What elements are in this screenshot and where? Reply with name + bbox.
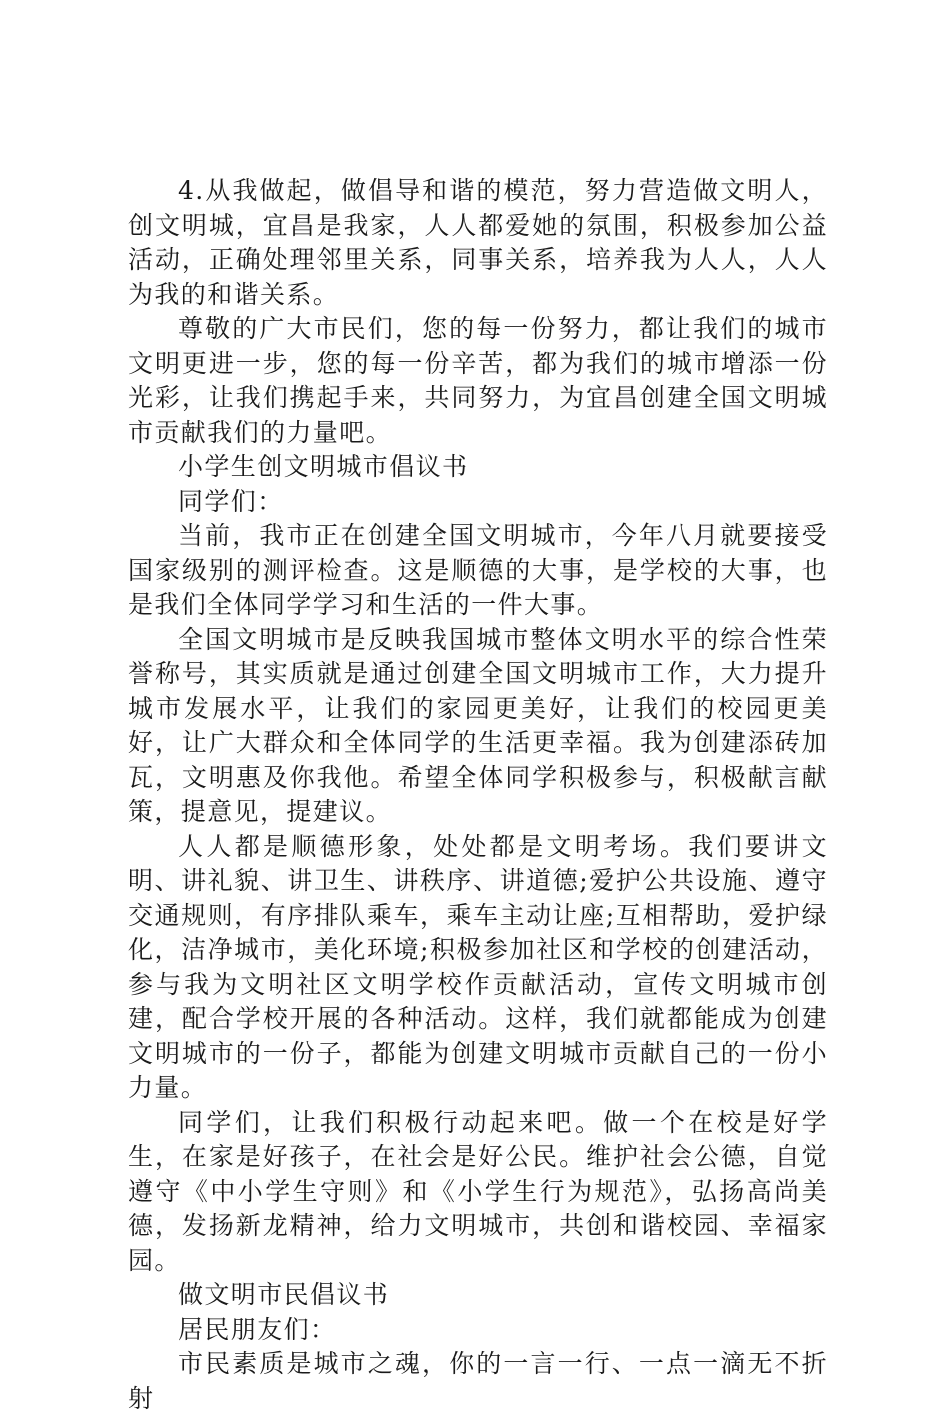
paragraph: 尊敬的广大市民们，您的每一份努力，都让我们的城市文明更进一步，您的每一份辛苦，都为我们的城市增添一份光彩，让我们携起手来，共同努力，为宜昌创建全国文明城市贡献我们的力量吧。 <box>128 314 828 447</box>
salutation: 居民朋友们： <box>178 1314 337 1344</box>
section-title: 小学生创文明城市倡议书 <box>178 452 469 481</box>
paragraph: 当前，我市正在创建全国文明城市，今年八月就要接受国家级别的测评检查。这是顺德的大事，是学校的大事，也是我们全体同学学习和生活的一件大事。 <box>128 521 828 619</box>
paragraph: 人人都是顺德形象，处处都是文明考场。我们要讲文明、讲礼貌、讲卫生、讲秩序、讲道德;爱护公共设施、遵守交通规则，有序排队乘车，乘车主动让座;互相帮助，爱护绿化，洁净城市，美化环境;积极参加社区和学校的创建活动，参与我为文明社区文明学校作贡献活动，宣传文明城市创建，配合学校开展的各种活动。这样，我们就都能成为创建文明城市的一份子，都能为创建文明城市贡献自己的一份小力量。 <box>128 831 828 1102</box>
paragraph: 4.从我做起，做倡导和谐的模范，努力营造做文明人，创文明城，宜昌是我家，人人都爱她的氛围，积极参加公益活动，正确处理邻里关系，同事关系，培养我为人人，人人为我的和谐关系。 <box>128 176 828 309</box>
paragraph: 市民素质是城市之魂，你的一言一行、一点一滴无不折射 <box>128 1349 828 1413</box>
section-title: 做文明市民倡议书 <box>178 1280 390 1309</box>
document-body <box>128 174 828 1416</box>
paragraph: 同学们，让我们积极行动起来吧。做一个在校是好学生，在家是好孩子，在社会是好公民。维护社会公德，自觉遵守《中小学生守则》和《小学生行为规范》，弘扬高尚美德，发扬新龙精神，给力文明城市，共创和谐校园、幸福家园。 <box>128 1107 828 1275</box>
paragraph: 全国文明城市是反映我国城市整体文明水平的综合性荣誉称号，其实质就是通过创建全国文明城市工作，大力提升城市发展水平，让我们的家园更美好，让我们的校园更美好，让广大群众和全体同学的生活更幸福。我为创建添砖加瓦，文明惠及你我他。希望全体同学积极参与，积极献言献策，提意见，提建议。 <box>128 624 828 826</box>
salutation: 同学们： <box>178 486 284 516</box>
